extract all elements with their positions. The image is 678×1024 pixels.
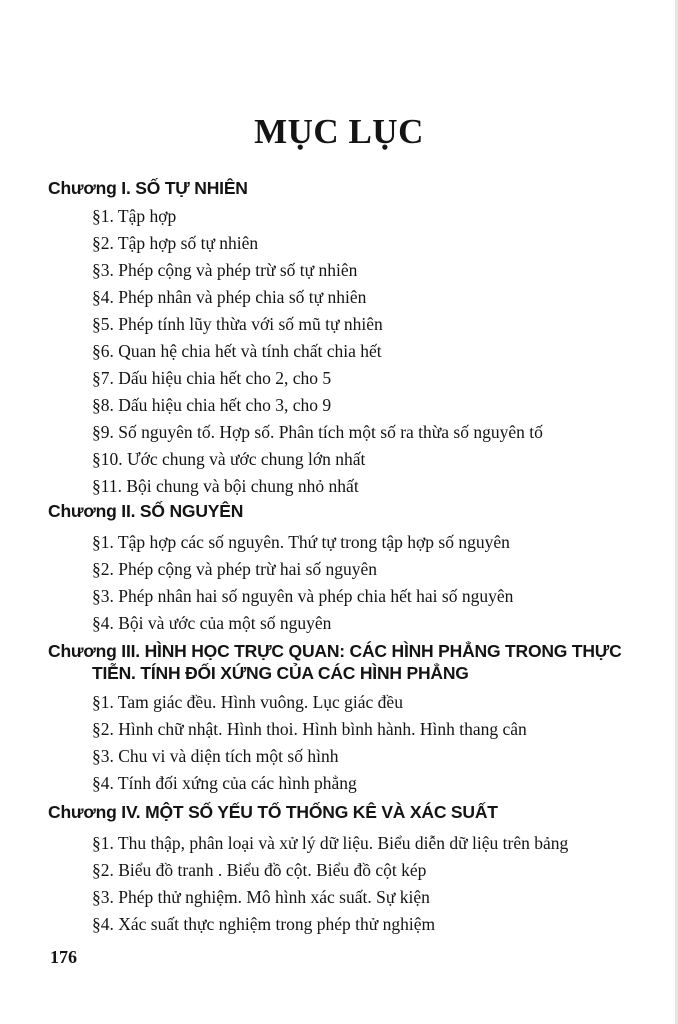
toc-item: §3. Phép thử nghiệm. Mô hình xác suất. Sự kiện: [92, 887, 430, 907]
chapter-2-heading: Chương II. SỐ NGUYÊN: [48, 501, 244, 521]
toc-item: §1. Tam giác đều. Hình vuông. Lục giác đều: [92, 692, 403, 712]
toc-item: §4. Tính đối xứng của các hình phẳng: [92, 773, 357, 793]
toc-item: §2. Tập hợp số tự nhiên: [92, 233, 259, 253]
toc-item: §6. Quan hệ chia hết và tính chất chia hết: [92, 341, 382, 361]
toc-item: §5. Phép tính lũy thừa với số mũ tự nhiên: [92, 314, 383, 334]
toc-item: §2. Phép cộng và phép trừ hai số nguyên: [92, 559, 378, 579]
toc-item: §2. Biểu đồ tranh . Biểu đồ cột. Biểu đồ cột kép: [92, 860, 427, 880]
chapter-1-heading: Chương I. SỐ TỰ NHIÊN: [48, 178, 248, 198]
toc-item: §4. Bội và ước của một số nguyên: [92, 613, 332, 633]
toc-item: §4. Xác suất thực nghiệm trong phép thử nghiệm: [92, 914, 436, 934]
toc-item: §3. Phép cộng và phép trừ số tự nhiên: [92, 260, 358, 280]
toc-item: §3. Chu vi và diện tích một số hình: [92, 746, 339, 766]
toc-item: §11. Bội chung và bội chung nhỏ nhất: [92, 476, 359, 496]
chapter-3-heading: [48, 640, 622, 684]
toc-item: §1. Tập hợp: [92, 206, 177, 226]
toc-item: §9. Số nguyên tố. Hợp số. Phân tích một số ra thừa số nguyên tố: [92, 422, 543, 442]
page-title: MỤC LỤC: [254, 112, 424, 151]
toc-item: §8. Dấu hiệu chia hết cho 3, cho 9: [92, 395, 332, 415]
page-number: 176: [50, 947, 77, 967]
chapter-3-heading-line1: Chương III. HÌNH HỌC TRỰC QUAN: CÁC HÌNH PHẲNG TRONG THỰC: [48, 641, 622, 661]
toc-item: §2. Hình chữ nhật. Hình thoi. Hình bình hành. Hình thang cân: [92, 719, 527, 739]
toc-item: §10. Ước chung và ước chung lớn nhất: [92, 449, 366, 469]
chapter-3-heading-line2: TIỄN. TÍNH ĐỐI XỨNG CỦA CÁC HÌNH PHẲNG: [92, 663, 469, 683]
toc-item: §1. Tập hợp các số nguyên. Thứ tự trong tập hợp số nguyên: [92, 532, 510, 552]
toc-item: §7. Dấu hiệu chia hết cho 2, cho 5: [92, 368, 332, 388]
toc-item: §4. Phép nhân và phép chia số tự nhiên: [92, 287, 367, 307]
toc-item: §1. Thu thập, phân loại và xử lý dữ liệu. Biểu diễn dữ liệu trên bảng: [92, 833, 569, 853]
chapter-4-heading: Chương IV. MỘT SỐ YẾU TỐ THỐNG KÊ VÀ XÁC SUẤT: [48, 802, 498, 822]
toc-item: §3. Phép nhân hai số nguyên và phép chia hết hai số nguyên: [92, 586, 514, 606]
